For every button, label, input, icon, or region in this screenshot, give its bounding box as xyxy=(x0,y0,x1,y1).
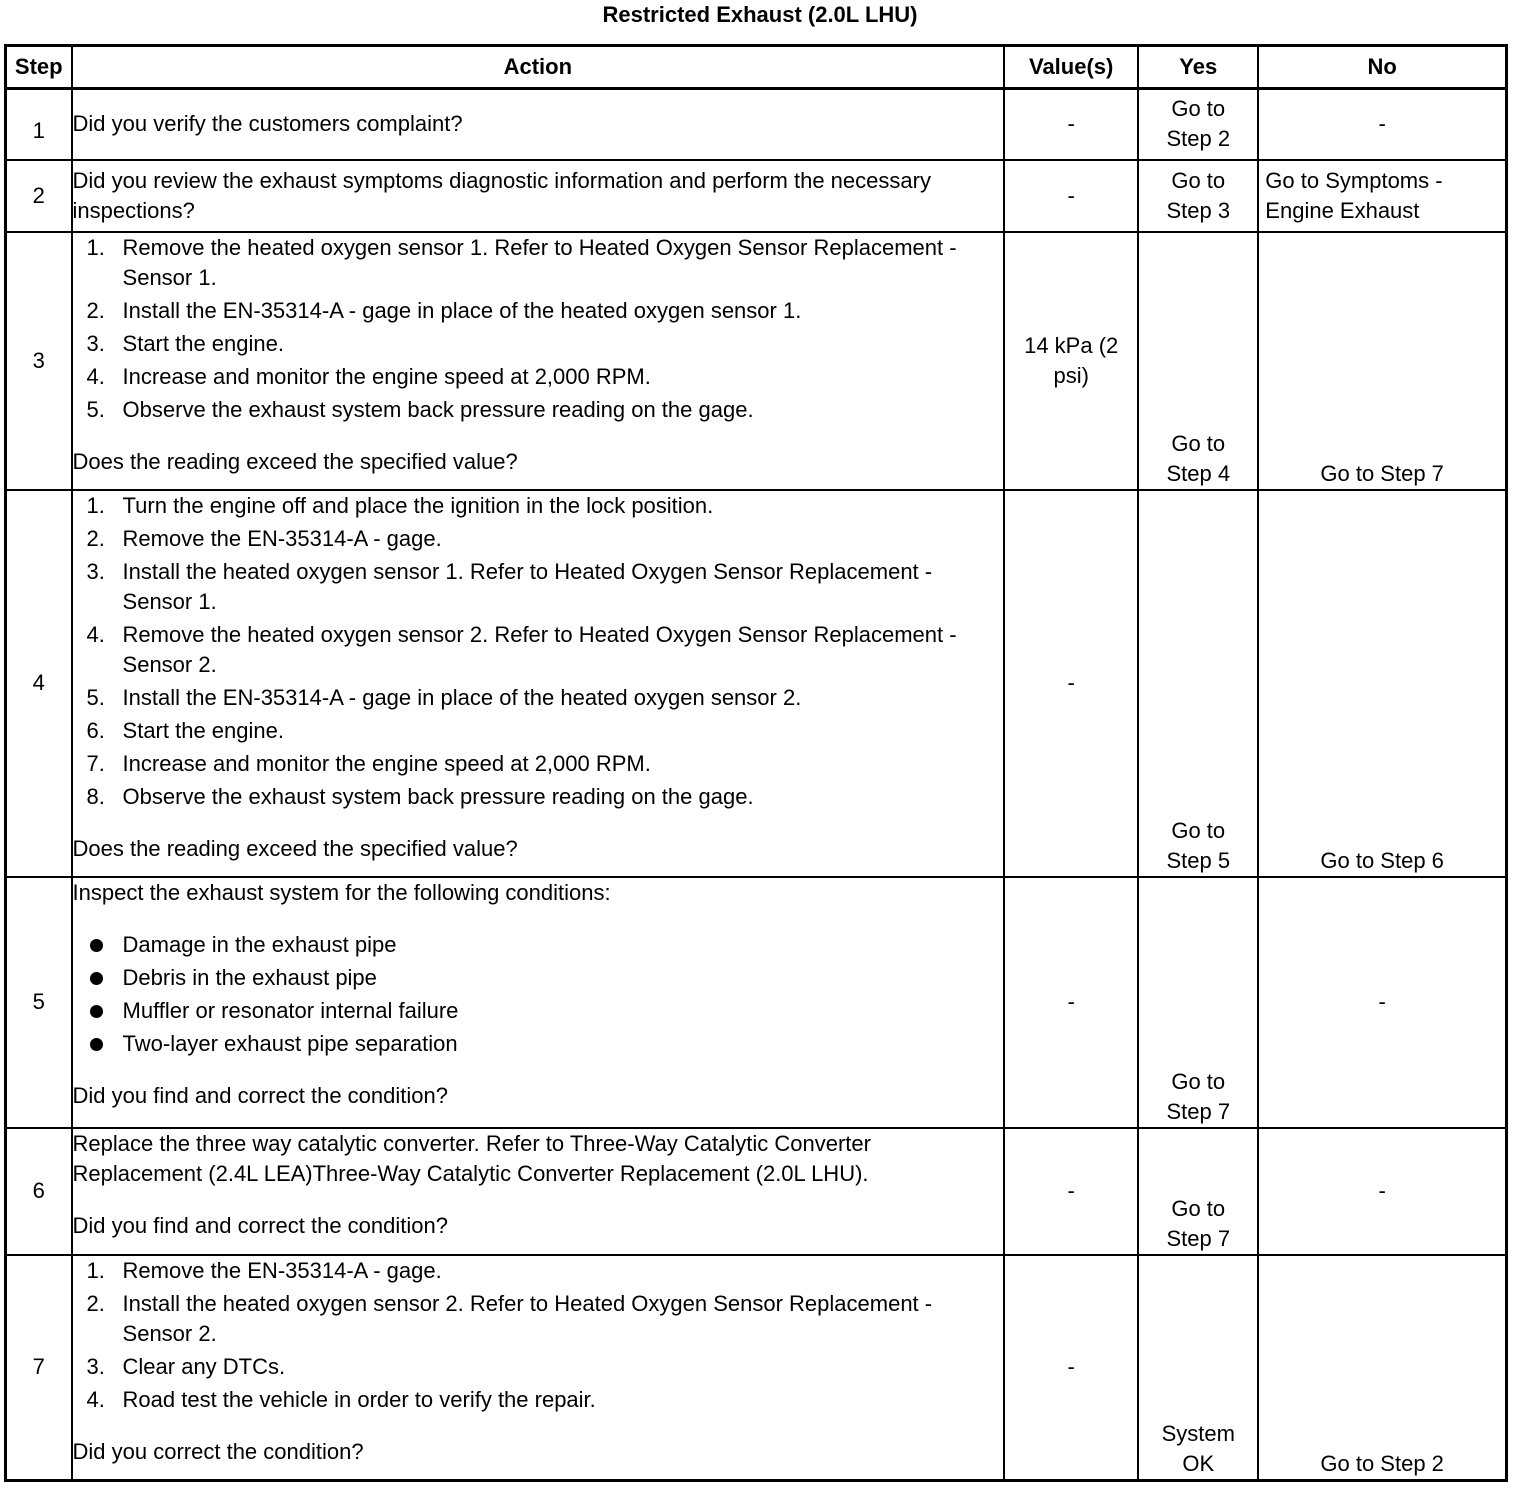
yes-line-1: Go to xyxy=(1171,817,1226,843)
list-item: 7. Increase and monitor the engine speed at 2,000 RPM. xyxy=(86,750,651,776)
list-item: 1. Remove the heated oxygen sensor 1. Refer to Heated Oxygen Sensor Replacement - Sensor 1. xyxy=(86,234,957,290)
list-item: 2. Install the heated oxygen sensor 2. Refer to Heated Oxygen Sensor Replacement - Sensor 2. xyxy=(86,1290,933,1346)
action-question: Did you correct the condition? xyxy=(72,1438,364,1464)
list-item: 8. Observe the exhaust system back pressure reading on the gage. xyxy=(86,783,754,809)
action-cell xyxy=(72,232,1005,490)
table-row xyxy=(6,232,1507,490)
value-line-1: 14 kPa (2 xyxy=(1024,332,1119,358)
list-item: 2. Install the EN-35314-A - gage in place of the heated oxygen sensor 1. xyxy=(86,297,802,323)
table-row xyxy=(6,89,1507,160)
value-cell: - xyxy=(1004,1255,1138,1481)
table-row xyxy=(6,490,1507,877)
action-cell xyxy=(72,1255,1005,1481)
list-item: 3. Install the heated oxygen sensor 1. Refer to Heated Oxygen Sensor Replacement - Sensor 1. xyxy=(86,558,933,614)
action-cell xyxy=(72,160,1005,232)
value-line-2: psi) xyxy=(1053,362,1089,388)
condition-list xyxy=(73,930,1004,1059)
action-intro: Replace the three way catalytic converter. Refer to Three-Way Catalytic Converter Replacement (2.4L LEA)Three-Way Catalytic Converter Replacement (2.0L LHU). xyxy=(72,1130,871,1186)
list-item: Damage in the exhaust pipe xyxy=(73,930,1004,960)
list-item: 4. Increase and monitor the engine speed at 2,000 RPM. xyxy=(86,363,651,389)
page-title: Restricted Exhaust (2.0L LHU) xyxy=(602,2,918,27)
header-values: Value(s) xyxy=(1004,46,1138,89)
yes-line-1: Go to xyxy=(1171,167,1226,193)
list-item: 1. Turn the engine off and place the ignition in the lock position. xyxy=(86,492,714,518)
no-cell: Go to Step 7 xyxy=(1258,232,1506,490)
yes-line-2: Step 4 xyxy=(1166,460,1231,486)
list-item: 5. Install the EN-35314-A - gage in place of the heated oxygen sensor 2. xyxy=(86,684,802,710)
value-cell: - xyxy=(1004,1128,1138,1255)
procedure-list xyxy=(73,1256,1004,1415)
value-cell: - xyxy=(1004,877,1138,1128)
list-item: Debris in the exhaust pipe xyxy=(73,963,1004,993)
bullet-icon xyxy=(90,1038,103,1051)
yes-cell xyxy=(1138,1128,1258,1255)
step-number: 4 xyxy=(6,490,72,877)
no-cell: - xyxy=(1258,877,1506,1128)
yes-line-1: Go to xyxy=(1171,430,1226,456)
step-number: 2 xyxy=(6,160,72,232)
table-row xyxy=(6,877,1507,1128)
yes-line-1: Go to xyxy=(1171,1068,1226,1094)
action-question: Did you find and correct the condition? xyxy=(72,1082,448,1108)
yes-cell xyxy=(1138,160,1258,232)
action-cell xyxy=(72,1128,1005,1255)
list-item: 3. Clear any DTCs. xyxy=(86,1353,286,1379)
action-intro: Inspect the exhaust system for the following conditions: xyxy=(72,879,611,905)
bullet-icon xyxy=(90,972,103,985)
header-step: Step xyxy=(6,46,72,89)
value-cell: - xyxy=(1004,89,1138,160)
procedure-list xyxy=(73,491,1004,812)
value-cell xyxy=(1004,232,1138,490)
list-item: 1. Remove the EN-35314-A - gage. xyxy=(86,1257,442,1283)
yes-line-2: Step 5 xyxy=(1166,847,1231,873)
step-number: 1 xyxy=(6,89,72,160)
yes-line-2: OK xyxy=(1182,1451,1215,1476)
header-yes: Yes xyxy=(1138,46,1258,89)
no-cell xyxy=(1258,160,1506,232)
no-cell: Go to Step 6 xyxy=(1258,490,1506,877)
action-question: Does the reading exceed the specified value? xyxy=(72,448,518,474)
bullet-icon xyxy=(90,1005,103,1018)
no-cell: - xyxy=(1258,89,1506,160)
yes-cell xyxy=(1138,89,1258,160)
value-cell: - xyxy=(1004,160,1138,232)
yes-cell xyxy=(1138,232,1258,490)
no-line-2: Engine Exhaust xyxy=(1265,197,1420,223)
step-number: 6 xyxy=(6,1128,72,1255)
list-item: 2. Remove the EN-35314-A - gage. xyxy=(86,525,442,551)
list-item: 4. Road test the vehicle in order to verify the repair. xyxy=(86,1386,596,1412)
value-cell: - xyxy=(1004,490,1138,877)
yes-line-1: Go to xyxy=(1171,1195,1226,1221)
action-cell xyxy=(72,89,1005,160)
step-number: 3 xyxy=(6,232,72,490)
yes-line-1: Go to xyxy=(1171,96,1226,122)
action-question: Did you review the exhaust symptoms diagnostic information and perform the necessary inspections? xyxy=(72,167,931,223)
table-row xyxy=(6,1128,1507,1255)
yes-line-2: Step 2 xyxy=(1166,126,1231,152)
list-item: Muffler or resonator internal failure xyxy=(73,996,1004,1026)
no-cell: Go to Step 2 xyxy=(1258,1255,1506,1481)
action-question: Does the reading exceed the specified value? xyxy=(72,835,518,861)
list-item: 6. Start the engine. xyxy=(86,717,284,743)
yes-cell xyxy=(1138,1255,1258,1481)
action-question: Did you verify the customers complaint? xyxy=(72,111,463,137)
yes-line-2: Step 7 xyxy=(1166,1225,1231,1251)
diagnostic-table xyxy=(4,44,1508,1482)
yes-cell xyxy=(1138,877,1258,1128)
no-line-1: Go to Symptoms - xyxy=(1265,167,1443,193)
yes-cell xyxy=(1138,490,1258,877)
action-cell xyxy=(72,490,1005,877)
list-item: 3. Start the engine. xyxy=(86,330,284,356)
bullet-icon xyxy=(90,939,103,952)
header-action: Action xyxy=(72,46,1005,89)
step-number: 5 xyxy=(6,877,72,1128)
table-row xyxy=(6,1255,1507,1481)
header-no: No xyxy=(1258,46,1506,89)
table-header-row xyxy=(6,46,1507,89)
no-cell: - xyxy=(1258,1128,1506,1255)
yes-line-1: System xyxy=(1161,1421,1235,1446)
yes-line-2: Step 7 xyxy=(1166,1098,1231,1124)
step-number: 7 xyxy=(6,1255,72,1481)
table-row xyxy=(6,160,1507,232)
yes-line-2: Step 3 xyxy=(1166,197,1231,223)
list-item: 5. Observe the exhaust system back pressure reading on the gage. xyxy=(86,396,754,422)
procedure-list xyxy=(73,233,1004,425)
list-item: Two-layer exhaust pipe separation xyxy=(73,1029,1004,1059)
action-question: Did you find and correct the condition? xyxy=(72,1212,448,1238)
action-cell xyxy=(72,877,1005,1128)
list-item: 4. Remove the heated oxygen sensor 2. Refer to Heated Oxygen Sensor Replacement - Sensor 2. xyxy=(86,621,957,677)
